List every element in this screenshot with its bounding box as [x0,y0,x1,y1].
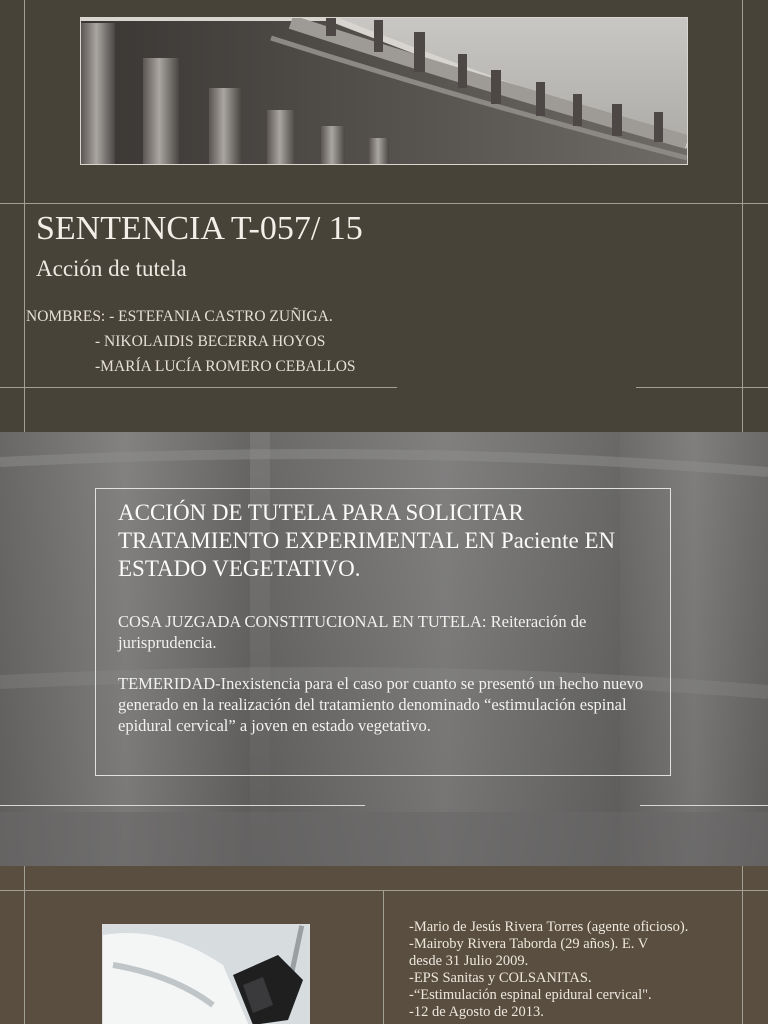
summary-card [95,488,671,776]
frame-line-bottom-right [636,387,768,388]
fact-line-5: -“Estimulación espinal epidural cervical". [409,987,652,1003]
names-line-2: - NIKOLAIDIS BECERRA HOYOS [95,333,326,350]
frame-line-bottom-left [0,387,397,388]
colonnade-image [81,18,687,164]
fact-line-3: desde 31 Julio 2009. [409,953,529,969]
page-title: SENTENCIA T-057/ 15 [36,210,363,247]
page-subtitle: Acción de tutela [36,256,187,281]
fact-line-2: -Mairoby Rivera Taborda (29 años). E. V [409,936,649,952]
frame-line-top [0,203,768,204]
fact-line-6: -12 de Agosto de 2013. [409,1004,544,1020]
card-paragraph-temeridad: TEMERIDAD-Inexistencia para el caso por cuanto se presentó un hecho nuevo generado en la realización del tratamiento denominado “estimulación espinal epidural cervical” a joven en estado vegetativo. [118,674,644,735]
names-line-3: -MARÍA LUCÍA ROMERO CEBALLOS [95,358,356,375]
frame-line-right [742,0,743,432]
slide-facts [0,866,768,1024]
case-facts-list [409,919,688,1021]
frame-line-middle [383,890,384,1024]
medical-photo [102,924,310,1024]
slide-title [0,0,768,432]
frame-line-top [0,890,768,891]
card-heading: ACCIÓN DE TUTELA PARA SOLICITAR TRATAMIENTO EXPERIMENTAL EN Paciente EN ESTADO VEGETATIVO. [118,500,616,581]
card-paragraph-cosa-juzgada: COSA JUZGADA CONSTITUCIONAL EN TUTELA: Reiteración de jurisprudencia. [118,612,587,652]
fact-line-4: -EPS Sanitas y COLSANITAS. [409,970,592,986]
names-line-1: NOMBRES: - ESTEFANIA CASTRO ZUÑIGA. [26,308,333,325]
slide-summary [0,432,768,866]
medical-device-image [103,925,309,1024]
frame-line-left [24,0,25,432]
fact-line-1: -Mario de Jesús Rivera Torres (agente oficioso). [409,919,689,935]
colonnade-photo [80,17,688,165]
